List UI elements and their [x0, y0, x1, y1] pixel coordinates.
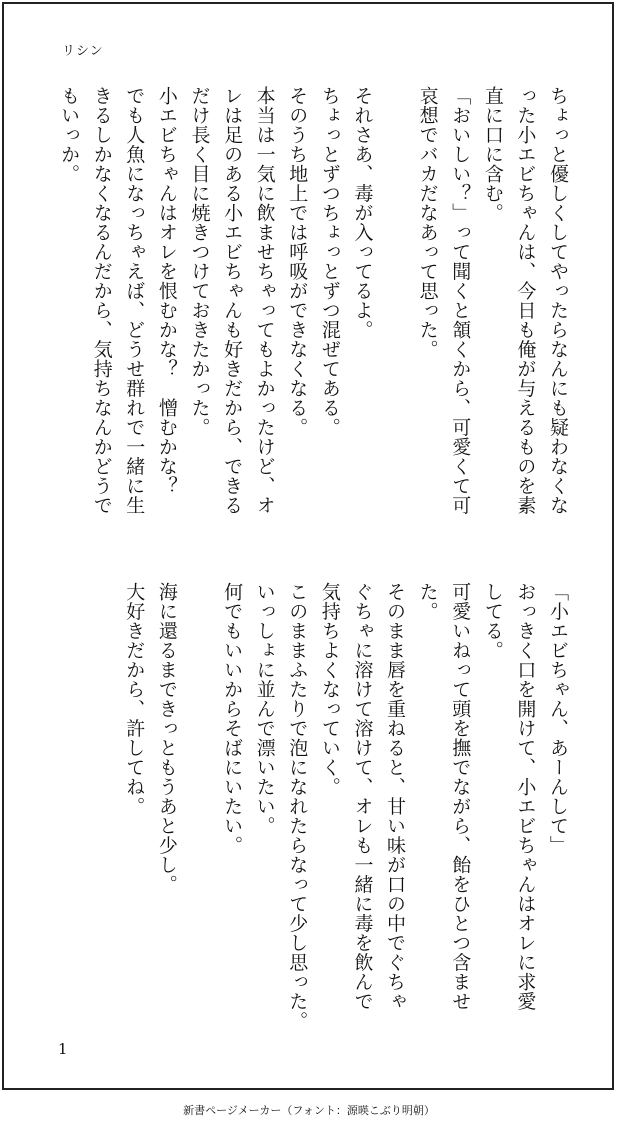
text-line: そのまま唇を重ねると、甘い味が口の中でぐちゃ: [384, 582, 407, 1011]
page-number: 1: [58, 1040, 68, 1058]
footer-caption: 新書ページメーカー（フォント：源暎こぶり明朝）: [183, 1104, 435, 1117]
text-line: た。: [416, 582, 439, 621]
text-line: 哀想でバカだなあって思った。: [416, 86, 439, 359]
text-line: 本当は一気に飲ませちゃってもよかったけど、オ: [253, 86, 276, 515]
text-line: 「小エビちゃん、あーんして」: [547, 582, 569, 855]
text-line: もいっか。: [58, 86, 81, 184]
page-frame: [2, 2, 614, 1090]
text-line: 何でもいいからそばにいたい。: [221, 582, 244, 855]
text-line: 海に還るまできっともうあと少し。: [155, 582, 178, 894]
page-title: リシン: [62, 44, 104, 59]
text-line: 大好きだから、許してね。: [123, 582, 146, 816]
text-line: ぐちゃに溶けて溶けて、オレも一緒に毒を飲んで: [351, 582, 374, 1011]
text-line: 直に口に含む。: [481, 86, 504, 223]
text-line: ちょっとずつちょっとずつ混ぜてある。: [318, 86, 341, 437]
upper-text-block: [53, 86, 575, 536]
text-line: ちょっと優しくしてやったらなんにも疑わなくな: [547, 86, 569, 515]
text-line: 可愛いねって頭を撫でながら、飴をひとつ含ませ: [449, 582, 472, 1011]
text-line: してる。: [481, 582, 504, 660]
text-line: おっきく口を開けて、小エビちゃんはオレに求愛: [514, 582, 537, 1011]
text-line: でも人魚になっちゃえば、どうせ群れで一緒に生: [123, 86, 146, 515]
lower-text-block: [118, 582, 574, 1032]
text-line: レは足のある小エビちゃんも好きだから、できる: [221, 86, 244, 515]
text-line: 「おいしい？」って聞くと頷くから、可愛くて可: [449, 86, 472, 515]
text-line: そのうち地上では呼吸ができなくなる。: [286, 86, 309, 437]
text-line: だけ長く目に焼きつけておきたかった。: [188, 86, 211, 437]
text-line: いっしょに並んで漂いたい。: [253, 582, 276, 836]
text-line-blank: [183, 582, 216, 1032]
text-line: 気持ちよくなっていく。: [318, 582, 341, 797]
text-line: このままふたりで泡になれたらなって少し思った。: [286, 582, 309, 1031]
text-line-blank: [378, 86, 411, 536]
text-line: それさあ、毒が入ってるよ。: [351, 86, 374, 340]
text-line: 小エビちゃんはオレを恨むかな？ 憎むかな？: [155, 86, 178, 496]
text-line: った小エビちゃんは、今日も俺が与えるものを素: [514, 86, 537, 515]
text-line: きるしかなくなるんだから、気持ちなんかどうで: [90, 86, 113, 515]
